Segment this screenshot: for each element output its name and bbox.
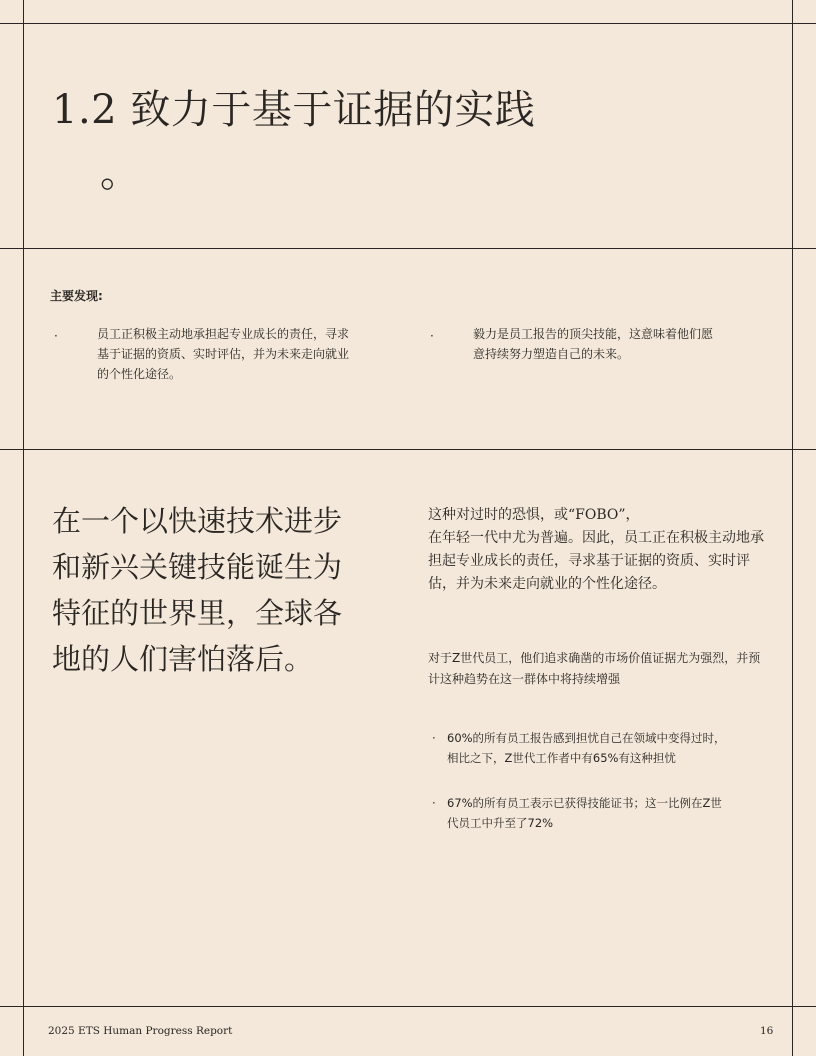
stat-item-2: [432, 793, 732, 833]
stat-text-1: 60%的所有员工报告感到担忧自己在领域中变得过时，相比之下，Z世代工作者中有65%有这种担忧: [447, 731, 726, 765]
body-paragraph-rest: 在年轻一代中尤为普遍。因此，员工正在积极主动地承担起专业成长的责任，寻求基于证据的资质、实时评估，并为未来走向就业的个性化途径。: [428, 530, 764, 592]
finding-bullet-1: ·: [54, 329, 58, 343]
pull-quote: 在一个以快速技术进步和新兴关键技能诞生为特征的世界里，全球各地的人们害怕落后。: [52, 504, 343, 676]
finding-bullet-2: ·: [430, 329, 434, 343]
stat-item-1: [432, 728, 732, 768]
stat-bullet-2: ·: [432, 796, 436, 810]
finding-item-1: 员工正积极主动地承担起专业成长的责任，寻求基于证据的资质、实时评估，并为未来走向就业的个性化途径。: [97, 327, 350, 381]
key-findings-heading: 主要发现:: [50, 289, 103, 303]
divider-footer: [0, 1006, 816, 1007]
body-paragraph: [428, 504, 774, 596]
section-title: 1.2 致力于基于证据的实践: [52, 87, 536, 133]
footer-report-name: 2025 ETS Human Progress Report: [48, 1025, 233, 1037]
divider-after-findings: [0, 449, 816, 450]
divider-top: [0, 23, 816, 24]
stat-text-2: 67%的所有员工表示已获得技能证书；这一比例在Z世代员工中升至了72%: [447, 796, 722, 830]
section-title-tail: 。: [100, 150, 140, 196]
border-right: [792, 0, 793, 1056]
stat-bullet-1: ·: [432, 731, 436, 745]
page-number: 16: [760, 1025, 774, 1037]
divider-after-title: [0, 248, 816, 249]
body-paragraph-line1: 这种对过时的恐惧，或“FOBO”，: [428, 507, 640, 523]
border-left: [23, 0, 24, 1056]
finding-item-2: 毅力是员工报告的顶尖技能，这意味着他们愿意持续努力塑造自己的未来。: [473, 327, 714, 361]
gen-z-note: 对于Z世代员工，他们追求确凿的市场价值证据尤为强烈，并预计这种趋势在这一群体中将持续增强: [428, 651, 761, 686]
